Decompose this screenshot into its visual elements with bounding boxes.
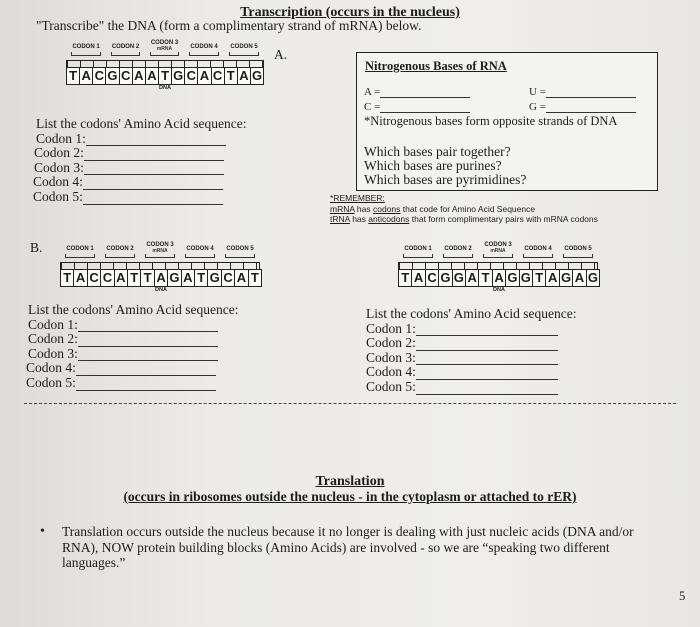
codon-list-heading: List the codons' Amino Acid sequence: (28, 302, 239, 317)
base-c-row: C = (364, 101, 470, 113)
codon-row: Codon 4: (33, 175, 247, 190)
dna-diagram-a (66, 40, 264, 91)
answer-line[interactable] (78, 335, 218, 347)
codon-list-heading: List the codons' Amino Acid sequence: (366, 306, 577, 321)
page-subtitle: "Transcribe" the DNA (form a complimentary strand of mRNA) below. (36, 18, 422, 33)
answer-line[interactable] (76, 379, 216, 391)
answer-line[interactable] (78, 349, 218, 361)
codon-label: CODON 5 (220, 246, 260, 254)
paragraph-line: languages.” (62, 555, 126, 570)
codon-list-heading: List the codons' Amino Acid sequence: (36, 116, 247, 131)
codon-row: Codon 2: (28, 332, 239, 347)
bullet-icon: • (40, 524, 45, 539)
answer-line[interactable] (84, 149, 224, 161)
answer-line[interactable] (380, 86, 470, 98)
translation-paragraph (62, 524, 682, 571)
dna-strand: T A C C A T T A G A T G C A T (60, 269, 262, 287)
answer-line[interactable] (546, 86, 636, 98)
answer-line[interactable] (416, 383, 558, 395)
codon-header-row (398, 242, 600, 254)
codon-label: CODON 5 (224, 44, 264, 52)
codon-header-row (60, 242, 262, 254)
answer-line[interactable] (86, 134, 226, 146)
remember-note (330, 193, 598, 225)
answer-line[interactable] (416, 324, 558, 336)
codon-label: CODON 1 (66, 44, 106, 52)
codon-label: CODON 4 (180, 246, 220, 254)
answer-line[interactable] (416, 368, 558, 380)
answer-line[interactable] (76, 364, 216, 376)
answer-line[interactable] (83, 178, 223, 190)
codon-row: Codon 1: (28, 318, 239, 333)
remember-line-2: tRNA has anticodons that form complimentary pairs with mRNA codons (330, 214, 598, 224)
answer-line[interactable] (78, 320, 218, 332)
codon-row: Codon 3: (28, 347, 239, 362)
answer-line[interactable] (546, 101, 636, 113)
nitro-heading: Nitrogenous Bases of RNA (365, 59, 507, 73)
dna-label: DNA (493, 287, 505, 293)
question-purines: Which bases are purines? (364, 158, 502, 173)
codon-row: Codon 2: (366, 336, 577, 351)
dna-label: DNA (155, 287, 167, 293)
codon-row: Codon 5: (33, 190, 247, 205)
dna-label: DNA (159, 85, 171, 91)
codon-row: Codon 3: (366, 351, 577, 366)
paragraph-line: Translation occurs outside the nucleus because it no longer is dealing with just nucleic acids (DNA and/or (62, 524, 634, 539)
section-b-marker: B. (30, 240, 43, 255)
codon-label: CODON 1 (60, 246, 100, 254)
section-divider (24, 403, 676, 404)
answer-line[interactable] (416, 339, 558, 351)
translation-title: Translation (315, 474, 385, 489)
codon-row: Codon 2: (34, 146, 247, 161)
dna-diagram-c (398, 242, 600, 293)
codon-row: Codon 1: (36, 132, 247, 147)
codon-row: Codon 3: (34, 161, 247, 176)
codon-row: Codon 5: (26, 376, 239, 391)
codon-label: CODON 4 (184, 44, 224, 52)
remember-line-1: mRNA has codons that code for Amino Acid Sequence (330, 203, 536, 214)
answer-line[interactable] (83, 193, 223, 205)
codon-list-a (33, 116, 247, 205)
answer-line[interactable] (84, 163, 224, 175)
remember-title: *REMEMBER: (330, 193, 385, 203)
answer-line[interactable] (380, 101, 470, 113)
codon-label: CODON 2 (438, 246, 478, 254)
mrna-blank-comb (60, 262, 260, 269)
codon-label: CODON 1 (398, 246, 438, 254)
section-a-marker: A. (274, 47, 288, 62)
codon-label: CODON 3 mRNA (145, 40, 184, 52)
codon-label: CODON 3 mRNA (140, 242, 180, 254)
base-g-row: G = (529, 101, 636, 113)
mrna-blank-comb (66, 60, 264, 67)
dna-diagram-b (60, 242, 262, 293)
codon-label: CODON 3 mRNA (478, 242, 518, 254)
codon-header-row (66, 40, 264, 52)
question-pyrimidines: Which bases are pyrimidines? (364, 172, 527, 187)
base-u-row: U = (529, 86, 636, 98)
question-pairs: Which bases pair together? (364, 144, 511, 159)
base-a-row: A = (364, 86, 470, 98)
nitrogenous-bases-box (356, 52, 658, 191)
codon-row: Codon 1: (366, 322, 577, 337)
codon-label: CODON 2 (106, 44, 145, 52)
page-title: Transcription (occurs in the nucleus) (240, 5, 460, 20)
codon-label: CODON 2 (100, 246, 140, 254)
answer-line[interactable] (416, 353, 558, 365)
codon-list-b (28, 303, 239, 391)
codon-row: Codon 4: (26, 361, 239, 376)
codon-list-c (366, 307, 577, 395)
dna-strand: T A C G G A T A G G T A G A G (398, 269, 600, 287)
mrna-blank-comb (398, 262, 598, 269)
paragraph-line: RNA), NOW protein building blocks (Amino Acids) are involved - so we are “speaking two different (62, 539, 610, 555)
nitro-note: *Nitrogenous bases form opposite strands of DNA (364, 114, 618, 128)
page-number: 5 (679, 589, 686, 603)
codon-row: Codon 4: (366, 365, 577, 380)
codon-label: CODON 4 (518, 246, 558, 254)
codon-label: CODON 5 (558, 246, 598, 254)
codon-row: Codon 5: (366, 380, 577, 395)
translation-subtitle: (occurs in ribosomes outside the nucleus - in the cytoplasm or attached to rER) (123, 489, 577, 504)
dna-strand: T A C G C A A T G C A C T A G (66, 67, 264, 85)
